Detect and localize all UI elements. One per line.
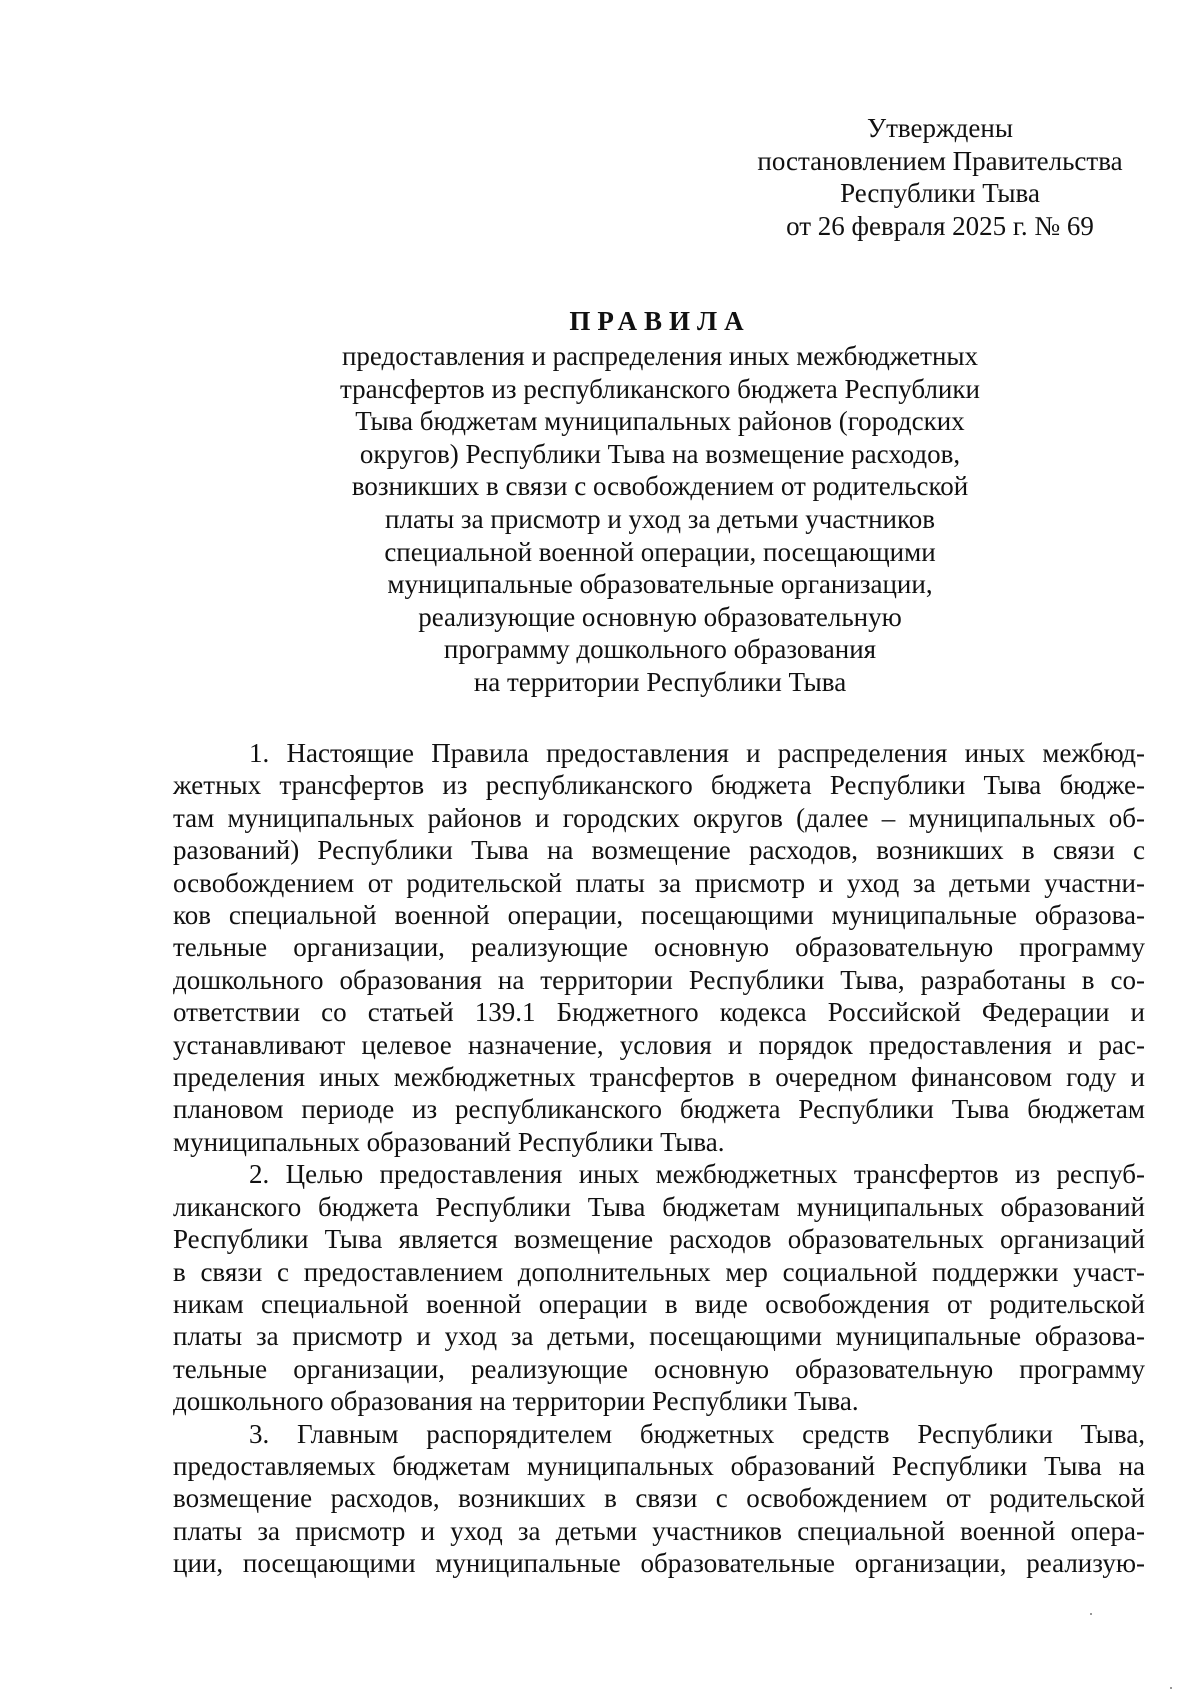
paragraph-2-line: в связи с предоставлением дополнительных мер социальной поддержки участ- xyxy=(173,1256,1145,1287)
subtitle-line: Тыва бюджетам муниципальных районов (городских xyxy=(355,406,965,437)
paragraph-1-line: освобождением от родительской платы за присмотр и уход за детьми участни- xyxy=(173,867,1145,898)
paragraph-2-line: Республики Тыва является возмещение расходов образовательных организаций xyxy=(173,1224,1145,1255)
paragraph-1-line: муниципальных образований Республики Тыва. xyxy=(173,1126,725,1157)
approval-line: постановлением Правительства xyxy=(757,145,1123,176)
approval-line: Утверждены xyxy=(867,113,1013,143)
subtitle-line: платы за присмотр и уход за детьми участников xyxy=(385,503,935,534)
paragraph-2-line: 2. Целью предоставления иных межбюджетных трансфертов из респуб- xyxy=(249,1159,1145,1190)
paragraph-3-line: 3. Главным распорядителем бюджетных средств Республики Тыва, xyxy=(249,1418,1145,1449)
paragraph-1-line: тельные организации, реализующие основную образовательную программу xyxy=(173,932,1145,963)
paragraph-1-line: ков специальной военной операции, посещающими муниципальные образова- xyxy=(173,900,1145,931)
subtitle-line: округов) Республики Тыва на возмещение расходов, xyxy=(359,438,961,469)
paragraph-2-line: платы за присмотр и уход за детьми, посещающими муниципальные образова- xyxy=(173,1321,1145,1352)
paragraph-2-line: ликанского бюджета Республики Тыва бюджетам муниципальных образований xyxy=(173,1191,1145,1222)
paragraph-1-line: дошкольного образования на территории Республики Тыва, разработаны в со- xyxy=(173,964,1145,995)
paragraph-1-line: там муниципальных районов и городских округов (далее – муниципальных об- xyxy=(173,802,1145,833)
approval-line: от 26 февраля 2025 г. № 69 xyxy=(786,210,1094,241)
paragraph-1-line: устанавливают целевое назначение, условия и порядок предоставления и рас- xyxy=(173,1029,1145,1060)
subtitle-line: специальной военной операции, посещающими xyxy=(384,536,936,567)
subtitle-line: на территории Республики Тыва xyxy=(473,666,847,697)
paragraph-3-line: предоставляемых бюджетам муниципальных образований Республики Тыва на xyxy=(173,1450,1145,1481)
document-body xyxy=(173,737,1145,1580)
paragraph-3-line: платы за присмотр и уход за детьми участников специальной военной опера- xyxy=(173,1515,1145,1546)
subtitle-line: трансфертов из республиканского бюджета Республики xyxy=(340,373,980,404)
subtitle-line: программу дошкольного образования xyxy=(443,634,877,665)
paragraph-1-line: 1. Настоящие Правила предоставления и распределения иных межбюд- xyxy=(249,738,1145,768)
approval-block xyxy=(720,112,1160,242)
paragraph-2-line: дошкольного образования на территории Республики Тыва. xyxy=(173,1386,859,1417)
approval-line: Республики Тыва xyxy=(840,178,1040,208)
paragraph-3-line: ции, посещающими муниципальные образовательные организации, реализую- xyxy=(173,1548,1145,1579)
subtitle-line: предоставления и распределения иных межбюджетных xyxy=(341,341,979,371)
scan-speck xyxy=(1090,1613,1092,1615)
scan-speck xyxy=(1170,1687,1172,1689)
paragraph-1-line: разований) Республики Тыва на возмещение расходов, возникших в связи с xyxy=(173,835,1145,866)
paragraph-1-line: жетных трансфертов из республиканского бюджета Республики Тыва бюдже- xyxy=(173,770,1145,801)
paragraph-1-line: плановом периоде из республиканского бюджета Республики Тыва бюджетам xyxy=(173,1094,1145,1125)
subtitle-line: реализующие основную образовательную xyxy=(418,601,902,632)
subtitle-line: возникших в связи с освобождением от родительской xyxy=(351,471,969,502)
paragraph-2-line: тельные организации, реализующие основную образовательную программу xyxy=(173,1353,1145,1384)
paragraph-3-line: возмещение расходов, возникших в связи с освобождением от родительской xyxy=(173,1483,1145,1514)
document-title: ПРАВИЛА xyxy=(569,306,751,336)
paragraph-1-line: пределения иных межбюджетных трансфертов в очередном финансовом году и xyxy=(173,1062,1145,1093)
document-subtitle xyxy=(300,340,1020,699)
paragraph-2-line: никам специальной военной операции в виде освобождения от родительской xyxy=(173,1288,1145,1319)
paragraph-1-line: ответствии со статьей 139.1 Бюджетного кодекса Российской Федерации и xyxy=(173,997,1145,1028)
subtitle-line: муниципальные образовательные организации, xyxy=(387,569,933,600)
